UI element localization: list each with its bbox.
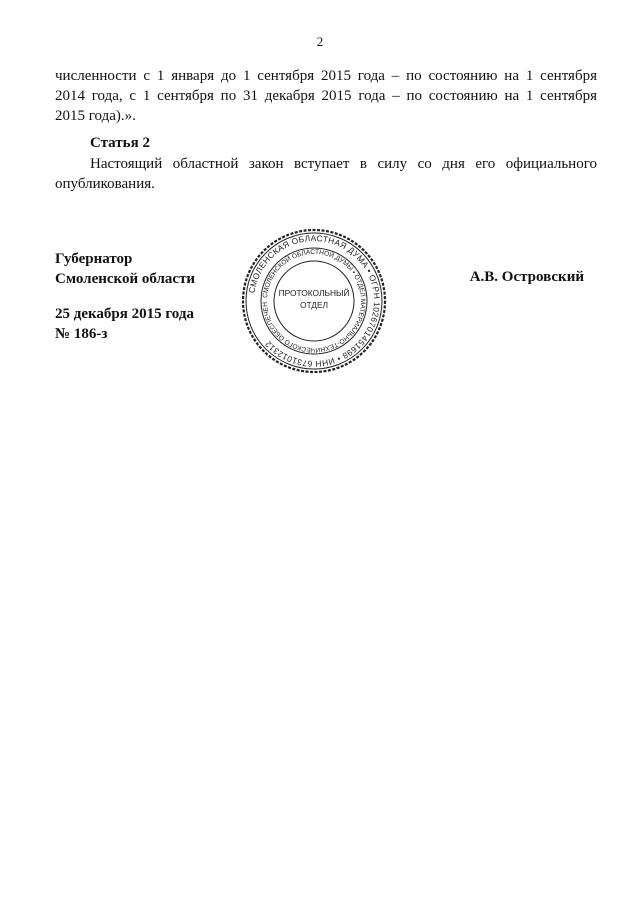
paragraph-line: 2014 года, с 1 сентября по 31 декабря 2015 года – по состоянию на 1 сентября: [55, 88, 597, 104]
seal-graphic: [240, 227, 388, 375]
law-number: № 186-з: [55, 326, 108, 342]
governor-position: Губернатор: [55, 251, 133, 267]
article-line: опубликования.: [55, 176, 155, 192]
law-date: 25 декабря 2015 года: [55, 306, 194, 322]
article-text: [55, 154, 597, 194]
official-seal: [240, 227, 388, 375]
governor-region: Смоленской области: [55, 271, 196, 287]
signer-name: А.В. Островский: [469, 269, 584, 285]
article-line: Настоящий областной закон вступает в силу со дня его официального: [90, 156, 597, 172]
law-date-block: [55, 304, 194, 344]
governor-title: [55, 249, 195, 289]
paragraph-line: численности с 1 января до 1 сентября 2015 года – по состоянию на 1 сентября: [55, 68, 597, 84]
article-title: Статья 2: [90, 135, 150, 151]
seal-center-line1: ПРОТОКОЛЬНЫЙ: [278, 288, 350, 298]
seal-inner-text: СМОЛЕНСКОЙ ОБЛАСТНОЙ ДУМЫ • ОТДЕЛ МАТЕРИАЛЬНО-ТЕХНИЧЕСКОГО ОБЕСПЕЧЕН: [261, 248, 367, 354]
seal-center-line2: ОТДЕЛ: [299, 300, 329, 310]
seal-outer-text: СМОЛЕНСКАЯ ОБЛАСТНАЯ ДУМА • ОГРН 1026701451698 • ИНН 6731012312: [246, 232, 383, 370]
paragraph-continuation: [55, 66, 597, 126]
page-number: 2: [316, 34, 324, 49]
paragraph-line: 2015 года).».: [55, 108, 136, 124]
